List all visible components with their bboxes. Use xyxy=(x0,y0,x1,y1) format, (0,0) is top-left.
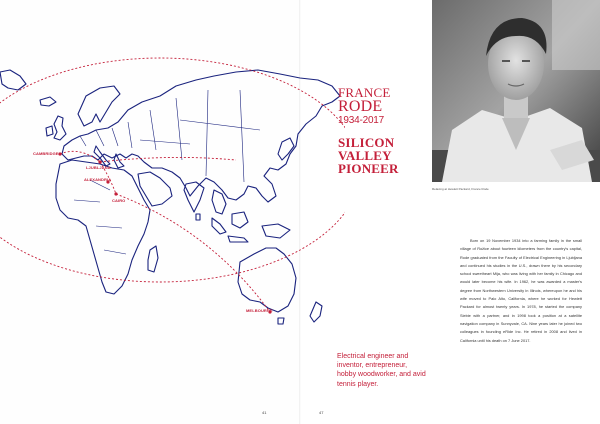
city-label-cambridge: CAMBRIDGE xyxy=(33,151,59,156)
arabia-outline xyxy=(138,172,172,206)
page-number-right: 47 xyxy=(319,410,324,415)
subtitle-line-2: VALLEY xyxy=(338,148,392,163)
city-label-melbourne: MELBOURNE xyxy=(246,308,273,313)
title-surname: RODE xyxy=(338,98,383,115)
scandinavia-outline xyxy=(78,86,120,126)
eurasia-outline xyxy=(62,70,340,202)
borneo-outline xyxy=(232,212,248,228)
route-europe-asia xyxy=(100,157,236,162)
srilanka-outline xyxy=(196,214,200,220)
route-lines xyxy=(0,58,345,312)
australia-outline xyxy=(238,248,296,312)
japan-outline xyxy=(278,138,294,160)
java-outline xyxy=(228,236,248,242)
ljubljana-dot xyxy=(98,160,101,163)
greenland-outline xyxy=(0,70,26,90)
city-label-alexandria: ALEXANDRIA xyxy=(84,177,112,182)
world-map xyxy=(0,50,345,350)
portrait-photo-svg xyxy=(432,0,600,182)
madagascar-outline xyxy=(148,246,158,272)
newguinea-outline xyxy=(262,224,290,238)
city-label-ljubljana: LJUBLJANA xyxy=(86,165,111,170)
indochina-outline xyxy=(212,190,226,214)
iceland-outline xyxy=(40,97,56,106)
pull-quote: Electrical engineer and inventor, entrepreneur, hobby woodworker, and avid tennis player. xyxy=(337,353,426,388)
title-first-name: FRANCE xyxy=(338,85,391,100)
border-hints xyxy=(74,90,260,254)
ireland-outline xyxy=(46,126,53,136)
world-map-svg xyxy=(0,50,345,350)
newzealand-outline xyxy=(310,302,322,322)
cairo-dot xyxy=(114,192,117,195)
sumatra-outline xyxy=(212,218,226,234)
route-ellipse-large xyxy=(0,58,345,282)
photo-caption: Relaxing at Hewlett Packard, France Rode xyxy=(432,187,489,191)
route-cairo-melbourne xyxy=(116,194,270,312)
britain-outline xyxy=(54,116,66,140)
title-years: 1934-2017 xyxy=(338,115,385,126)
page-number-left: 41 xyxy=(262,410,267,415)
land-outlines xyxy=(0,70,340,324)
city-label-cairo: CAIRO xyxy=(112,198,126,203)
tasmania-outline xyxy=(278,318,284,324)
biography-text: Born on 19 November 1934 into a farming family in the small village of Rožice about fourteen kilometers from the country's capital, Rode graduated from the Faculty of Electrical Engineering in Ljubljana and continued his studies in the U.S., drawn there by his secondary school sweetheart Mija, who was living with her family in Chicago and would later become his wife. In 1962, he was awarded a master's degree from Northwestern University in Illinois, whereupon he and his wife moved to Palo Alto, California, where he worked for Hewlett Packard for almost twenty years. In 1978, he started the company Siebie with a partner, and in 1998 took a position at a satellite navigation company in Sunnyvale, CA. Nine years later he joined two colleagues in founding eRide Inc. He retired in 2008 and lived in California until his death on 7 June 2017. xyxy=(460,238,582,343)
india-outline xyxy=(184,182,204,212)
portrait-photo xyxy=(432,0,600,182)
subtitle-line-1: SILICON xyxy=(338,135,395,150)
subtitle-line-3: PIONEER xyxy=(338,161,399,176)
